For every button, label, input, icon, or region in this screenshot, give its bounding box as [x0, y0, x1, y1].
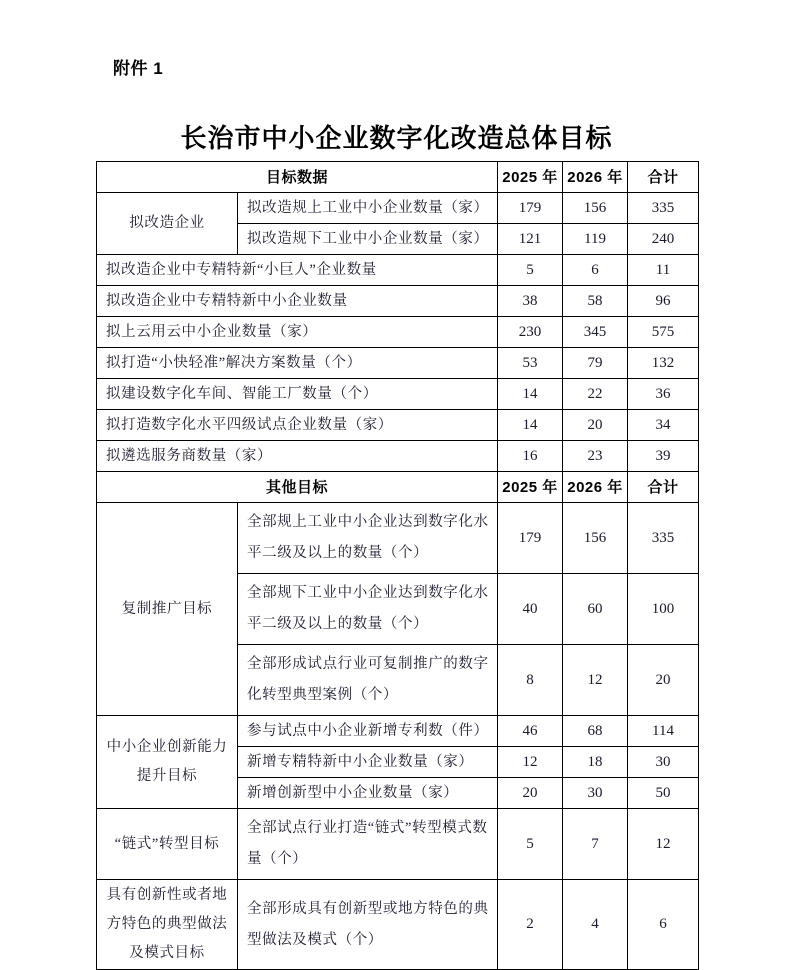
row-value-2025: 121 [498, 224, 563, 255]
header-cell-other-2025: 2025 年 [498, 472, 563, 503]
group-label-innovation: 中小企业创新能力提升目标 [97, 716, 238, 809]
row-value-2026: 156 [563, 503, 628, 574]
row-value-total: 12 [628, 809, 699, 880]
row-value-total: 132 [628, 348, 699, 379]
row-item-label: 全部试点行业打造“链式”转型模式数量（个） [238, 809, 498, 880]
row-value-2026: 30 [563, 778, 628, 809]
row-item-label: 拟改造规上工业中小企业数量（家） [238, 193, 498, 224]
header-cell-2025: 2025 年 [498, 162, 563, 193]
row-value-2025: 179 [498, 193, 563, 224]
row-value-2026: 22 [563, 379, 628, 410]
row-item-label: 拟改造规下工业中小企业数量（家） [238, 224, 498, 255]
header-cell-item: 目标数据 [97, 162, 498, 193]
table-row [97, 880, 699, 970]
row-value-2025: 2 [498, 880, 563, 970]
row-value-total: 34 [628, 410, 699, 441]
header-cell-other-total: 合计 [628, 472, 699, 503]
row-value-2025: 53 [498, 348, 563, 379]
row-value-2026: 12 [563, 645, 628, 716]
row-item-label: 全部规上工业中小企业达到数字化水平二级及以上的数量（个） [238, 503, 498, 574]
row-value-2026: 119 [563, 224, 628, 255]
page-title: 长治市中小企业数字化改造总体目标 [180, 123, 613, 153]
table-row [97, 317, 699, 348]
goals-table-container [96, 161, 698, 970]
row-value-2025: 38 [498, 286, 563, 317]
group-label-local: 具有创新性或者地方特色的典型做法及模式目标 [97, 880, 238, 970]
row-value-2025: 40 [498, 574, 563, 645]
header-cell-2026: 2026 年 [563, 162, 628, 193]
row-value-2026: 345 [563, 317, 628, 348]
table-row [97, 193, 699, 224]
group-label-replicate: 复制推广目标 [97, 503, 238, 716]
row-value-2026: 156 [563, 193, 628, 224]
attachment-label: 附件 1 [113, 59, 164, 78]
row-value-2026: 58 [563, 286, 628, 317]
row-value-2026: 23 [563, 441, 628, 472]
row-item-label: 拟打造“小快轻准”解决方案数量（个） [97, 348, 498, 379]
row-value-2026: 20 [563, 410, 628, 441]
row-value-total: 240 [628, 224, 699, 255]
table-header-row-main [97, 162, 699, 193]
row-item-label: 全部形成具有创新型或地方特色的典型做法及模式（个） [238, 880, 498, 970]
row-item-label: 新增专精特新中小企业数量（家） [238, 747, 498, 778]
header-cell-other-item: 其他目标 [97, 472, 498, 503]
row-value-2025: 5 [498, 255, 563, 286]
row-value-2025: 230 [498, 317, 563, 348]
table-header-row-other [97, 472, 699, 503]
row-item-label: 拟打造数字化水平四级试点企业数量（家） [97, 410, 498, 441]
row-value-total: 100 [628, 574, 699, 645]
row-value-2025: 5 [498, 809, 563, 880]
row-value-2026: 6 [563, 255, 628, 286]
row-value-2026: 79 [563, 348, 628, 379]
row-value-2026: 7 [563, 809, 628, 880]
row-item-label: 拟建设数字化车间、智能工厂数量（个） [97, 379, 498, 410]
row-value-2026: 4 [563, 880, 628, 970]
row-item-label: 全部形成试点行业可复制推广的数字化转型典型案例（个） [238, 645, 498, 716]
row-value-2025: 12 [498, 747, 563, 778]
header-cell-other-2026: 2026 年 [563, 472, 628, 503]
row-value-2025: 8 [498, 645, 563, 716]
row-value-total: 11 [628, 255, 699, 286]
row-value-2025: 14 [498, 410, 563, 441]
row-value-total: 335 [628, 503, 699, 574]
row-value-total: 50 [628, 778, 699, 809]
row-value-total: 575 [628, 317, 699, 348]
table-row [97, 716, 699, 747]
row-value-2026: 68 [563, 716, 628, 747]
row-value-2025: 46 [498, 716, 563, 747]
group-label-chain: “链式”转型目标 [97, 809, 238, 880]
row-value-2025: 16 [498, 441, 563, 472]
row-value-total: 96 [628, 286, 699, 317]
row-value-2026: 18 [563, 747, 628, 778]
row-value-2025: 20 [498, 778, 563, 809]
row-value-total: 335 [628, 193, 699, 224]
row-value-2025: 14 [498, 379, 563, 410]
row-value-total: 20 [628, 645, 699, 716]
row-value-total: 36 [628, 379, 699, 410]
row-value-2026: 60 [563, 574, 628, 645]
table-row [97, 348, 699, 379]
row-item-label: 拟遴选服务商数量（家） [97, 441, 498, 472]
goals-table [96, 161, 699, 970]
table-row [97, 410, 699, 441]
row-value-total: 30 [628, 747, 699, 778]
table-row [97, 503, 699, 574]
table-row [97, 441, 699, 472]
table-row [97, 809, 699, 880]
row-value-total: 6 [628, 880, 699, 970]
row-item-label: 拟改造企业中专精特新“小巨人”企业数量 [97, 255, 498, 286]
row-item-label: 全部规下工业中小企业达到数字化水平二级及以上的数量（个） [238, 574, 498, 645]
row-value-2025: 179 [498, 503, 563, 574]
row-item-label: 参与试点中小企业新增专利数（件） [238, 716, 498, 747]
row-item-label: 拟上云用云中小企业数量（家） [97, 317, 498, 348]
table-row [97, 379, 699, 410]
row-item-label: 拟改造企业中专精特新中小企业数量 [97, 286, 498, 317]
table-row [97, 286, 699, 317]
row-item-label: 新增创新型中小企业数量（家） [238, 778, 498, 809]
row-value-total: 114 [628, 716, 699, 747]
row-value-total: 39 [628, 441, 699, 472]
group-label-reform: 拟改造企业 [97, 193, 238, 255]
header-cell-total: 合计 [628, 162, 699, 193]
table-row [97, 255, 699, 286]
